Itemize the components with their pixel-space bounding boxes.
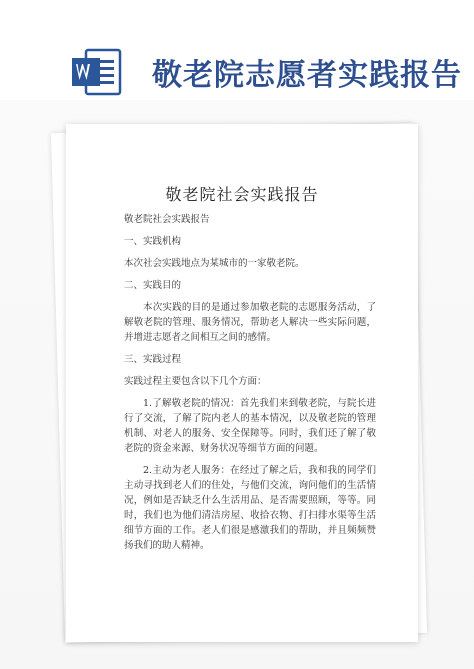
- paragraph-process-item-1: 1.了解敬老院的情况：首先我们来到敬老院，与院长进行了交流，了解了院内老人的基本情况，以及敬老院的管理机制、对老人的服务、安全保障等。同时，我们还了解了敬老院的资金来源、财务状况等细节方面的问题。: [124, 398, 376, 454]
- header-banner: [0, 0, 474, 100]
- paragraph-heading-report: 敬老院社会实践报告: [124, 214, 210, 225]
- paragraph-purpose: 本次实践的目的是通过参加敬老院的志愿服务活动，了解敬老院的管理、服务情况，帮助老人解决一些实际问题，并增进志愿者之间相互之间的感情。: [124, 302, 376, 343]
- paragraph-institution: 本次社会实践地点为某城市的一家敬老院。: [124, 258, 305, 269]
- section-heading-institution: 一、实践机构: [124, 236, 182, 247]
- section-heading-purpose: 二、实践目的: [124, 280, 182, 291]
- paragraph-process-item-2: 2.主动为老人服务：在经过了解之后，我和我的同学们主动寻找到老人们的住处，与他们交流，询问他们的生活情况，例如是否缺乏什么生活用品、是否需要照顾，等等。同时，我们也为他们清洁房屋、收拾衣物、打扫排水渠等生活细节方面的工作。老人们很是感激我们的帮助，并且频频赞扬我们的助人精神。: [124, 465, 376, 551]
- document-body: [124, 212, 376, 560]
- section-heading-process: 三、实践过程: [124, 354, 182, 365]
- document-title: 敬老院社会实践报告: [165, 185, 319, 204]
- document-page: [66, 124, 418, 642]
- paragraph-process-intro: 实践过程主要包含以下几个方面：: [124, 376, 267, 387]
- word-document-icon: [68, 44, 124, 100]
- header-title: 敬老院志愿者实践报告: [152, 58, 462, 93]
